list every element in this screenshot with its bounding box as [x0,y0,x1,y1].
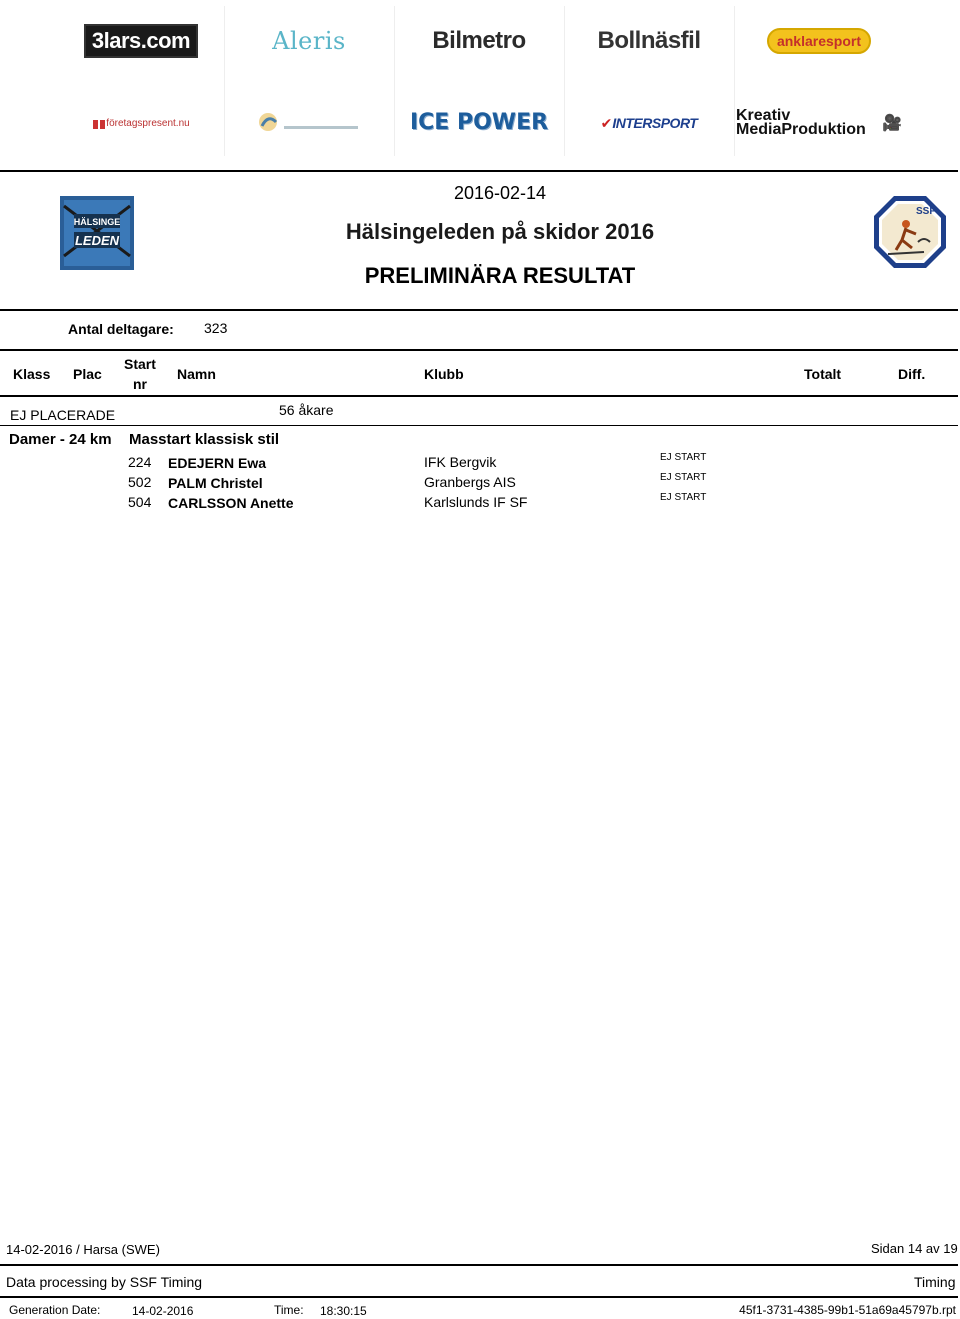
col-start: Start [124,356,156,372]
footer-page-number: Sidan 14 av 19 [871,1241,958,1256]
race-date: 2016-02-14 [453,183,547,203]
sponsor-logo-icepower [396,86,562,160]
title-bottom-rule [0,309,958,311]
sponsor-3lars-text: 3lars.com [84,24,198,58]
section-count: 56 åkare [279,402,334,418]
col-plac: Plac [73,366,102,382]
svg-text:SSF: SSF [916,206,936,217]
footer-timing: Timing [914,1274,956,1290]
result-name [168,455,266,471]
col-diff: Diff. [898,366,926,382]
camera-icon: 🎥 [882,115,902,132]
result-start-nr: 502 [128,474,152,490]
sponsor-logo-3lars [58,4,224,78]
sponsor-icepower-text: ICE POWER [409,110,549,135]
result-club: Karlslunds IF SF [424,494,528,510]
sponsor-logo-kreativ [736,86,902,160]
sponsor-aleris-text: Aleris [272,27,346,55]
sponsor-foretagspresent-text: företagspresent.nu [106,117,190,129]
footer-gen-label: Generation Date: [9,1303,101,1317]
section-title: EJ PLACERADE [10,407,116,423]
header-top-rule [0,170,958,172]
sponsor-anklaresport-text: anklaresport [767,28,871,54]
col-start-nr: nr [133,376,147,392]
footer-processing: Data processing by SSF Timing [6,1274,203,1290]
results-title: PRELIMINÄRA RESULTAT [364,263,636,288]
sponsor-kreativ-text: Kreativ MediaProduktion [736,107,866,138]
class-name: Damer - 24 km [9,431,112,448]
result-surname: EDEJERN [168,455,235,471]
participants-label: Antal deltagare: [68,321,174,337]
sponsor-logo-anklaresport [736,4,902,78]
footer-rule-1 [0,1264,958,1266]
class-title: Masstart klassisk stil [129,431,280,448]
col-klass: Klass [13,366,51,382]
sponsor-bilmetro-text: Bilmetro [432,27,526,54]
result-club: Granbergs AIS [424,474,516,490]
sponsor-intersport-text: INTERSPORT [612,115,698,131]
column-header-bottom-rule [0,395,958,397]
result-firstname: Ewa [238,455,267,471]
halsingland-emblem-icon [254,108,364,138]
footer-gen-date: 14-02-2016 [132,1304,194,1318]
intersport-check-icon: ✔ [600,114,613,131]
sponsor-logo-intersport [566,86,732,160]
result-start-nr: 224 [128,454,152,470]
sponsor-logo-bollnasfil [566,4,732,78]
footer-date-place: 14-02-2016 / Harsa (SWE) [6,1242,160,1257]
col-namn: Namn [177,366,216,382]
result-name [168,495,294,511]
result-firstname: Christel [210,475,263,491]
col-totalt: Totalt [804,366,842,382]
footer-rule-2 [0,1296,958,1298]
sponsor-banner [58,2,900,156]
sponsor-logo-foretagspresent [58,86,224,160]
section-rule [0,425,958,426]
event-title: Hälsingeleden på skidor 2016 [345,219,655,244]
svg-text:HÄLSINGE: HÄLSINGE [73,217,121,227]
sponsor-logo-bilmetro [396,4,562,78]
result-status: EJ START [660,492,707,503]
svg-text:LEDEN: LEDEN [74,233,120,248]
result-firstname: Anette [249,495,294,511]
gift-icon [92,116,106,130]
result-status: EJ START [660,472,707,483]
sponsor-bollnasfil-text: Bollnäsfil [597,27,701,54]
col-klubb: Klubb [424,366,464,382]
result-surname: CARLSSON [168,495,247,511]
result-club: IFK Bergvik [424,454,497,470]
participants-count: 323 [204,320,228,336]
result-name [168,475,263,491]
footer-report-file: 45f1-3731-4385-99b1-51a69a45797b.rpt [739,1303,956,1317]
sponsor-logo-halsingland [226,86,392,160]
result-surname: PALM [168,475,207,491]
result-status: EJ START [660,452,707,463]
footer-time-label: Time: [274,1303,304,1317]
footer-time-value: 18:30:15 [320,1304,367,1318]
column-header-top-rule [0,349,958,351]
result-start-nr: 504 [128,494,152,510]
sponsor-logo-aleris [226,4,392,78]
